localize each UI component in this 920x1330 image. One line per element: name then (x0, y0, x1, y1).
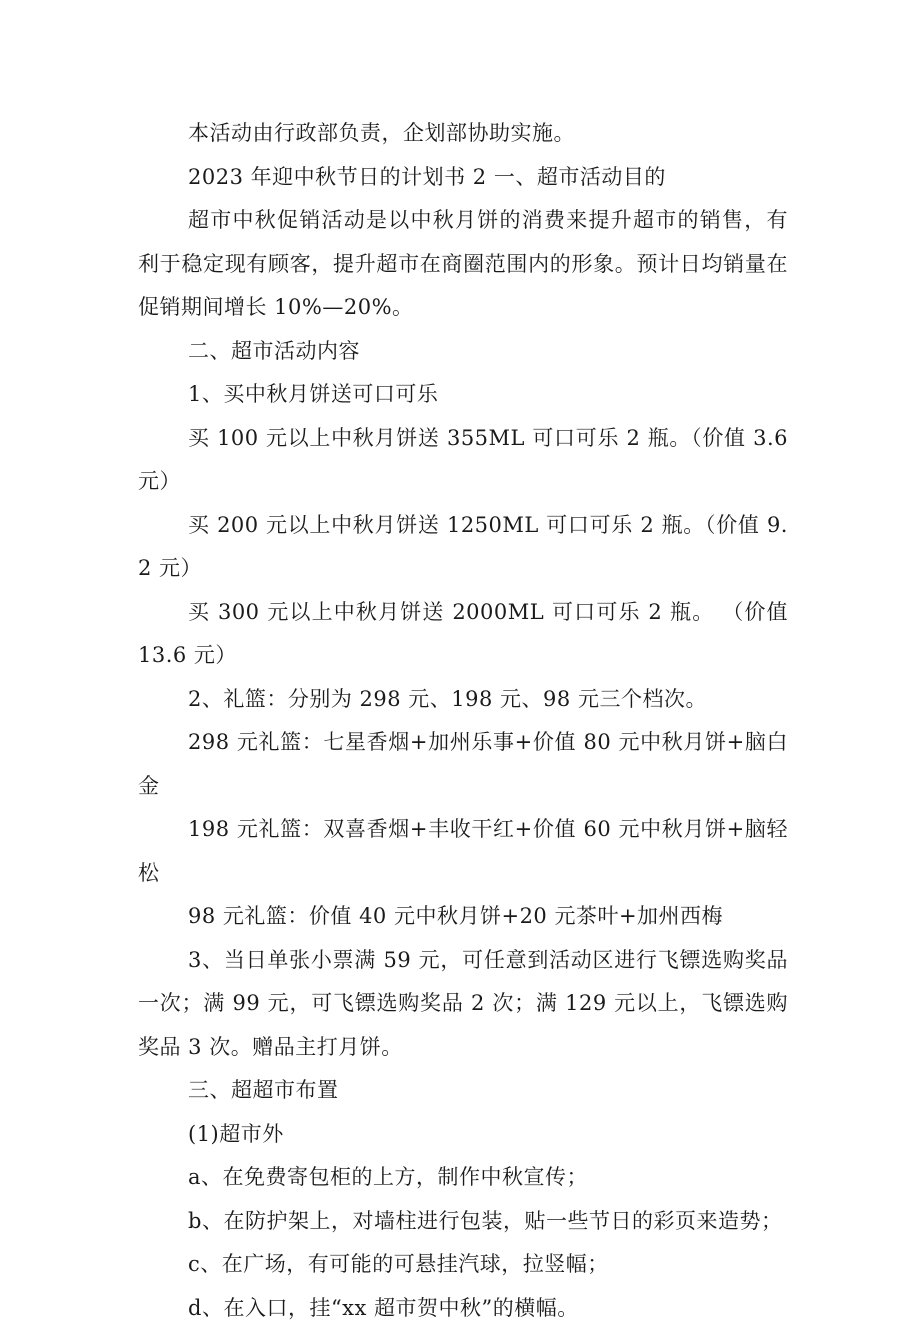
offer-300: 买 300 元以上中秋月饼送 2000ML 可口可乐 2 瓶。 （价值 13.6 元） (138, 591, 788, 678)
layout-item-d: d、在入口，挂“xx 超市贺中秋”的横幅。 (138, 1287, 788, 1330)
item-heading-coke: 1、买中秋月饼送可口可乐 (138, 373, 788, 417)
item-heading-basket: 2、礼篮：分别为 298 元、198 元、98 元三个档次。 (138, 678, 788, 722)
layout-item-a: a、在免费寄包柜的上方，制作中秋宣传； (138, 1156, 788, 1200)
item-darts: 3、当日单张小票满 59 元，可任意到活动区进行飞镖选购奖品一次；满 99 元，可飞镖选购奖品 2 次；满 129 元以上，飞镖选购奖品 3 次。赠品主打月饼。 (138, 939, 788, 1070)
document-body (138, 112, 788, 1330)
offer-200: 买 200 元以上中秋月饼送 1250ML 可口可乐 2 瓶。（价值 9.2 元） (138, 504, 788, 591)
sub-heading-outside: (1)超市外 (138, 1113, 788, 1157)
layout-item-c: c、在广场，有可能的可悬挂汽球，拉竖幅； (138, 1243, 788, 1287)
section-heading-layout: 三、超超市布置 (138, 1069, 788, 1113)
basket-298: 298 元礼篮：七星香烟+加州乐事+价值 80 元中秋月饼+脑白金 (138, 721, 788, 808)
paragraph-objective: 超市中秋促销活动是以中秋月饼的消费来提升超市的销售，有利于稳定现有顾客，提升超市在商圈范围内的形象。预计日均销量在促销期间增长 10%—20%。 (138, 199, 788, 330)
basket-198: 198 元礼篮：双喜香烟+丰收干红+价值 60 元中秋月饼+脑轻松 (138, 808, 788, 895)
basket-98: 98 元礼篮：价值 40 元中秋月饼+20 元茶叶+加州西梅 (138, 895, 788, 939)
section-heading-content: 二、超市活动内容 (138, 330, 788, 374)
paragraph-responsibility: 本活动由行政部负责，企划部协助实施。 (138, 112, 788, 156)
offer-100: 买 100 元以上中秋月饼送 355ML 可口可乐 2 瓶。（价值 3.6 元） (138, 417, 788, 504)
paragraph-plan-title: 2023 年迎中秋节日的计划书 2 一、超市活动目的 (138, 156, 788, 200)
layout-item-b: b、在防护架上，对墙柱进行包装，贴一些节日的彩页来造势； (138, 1200, 788, 1244)
